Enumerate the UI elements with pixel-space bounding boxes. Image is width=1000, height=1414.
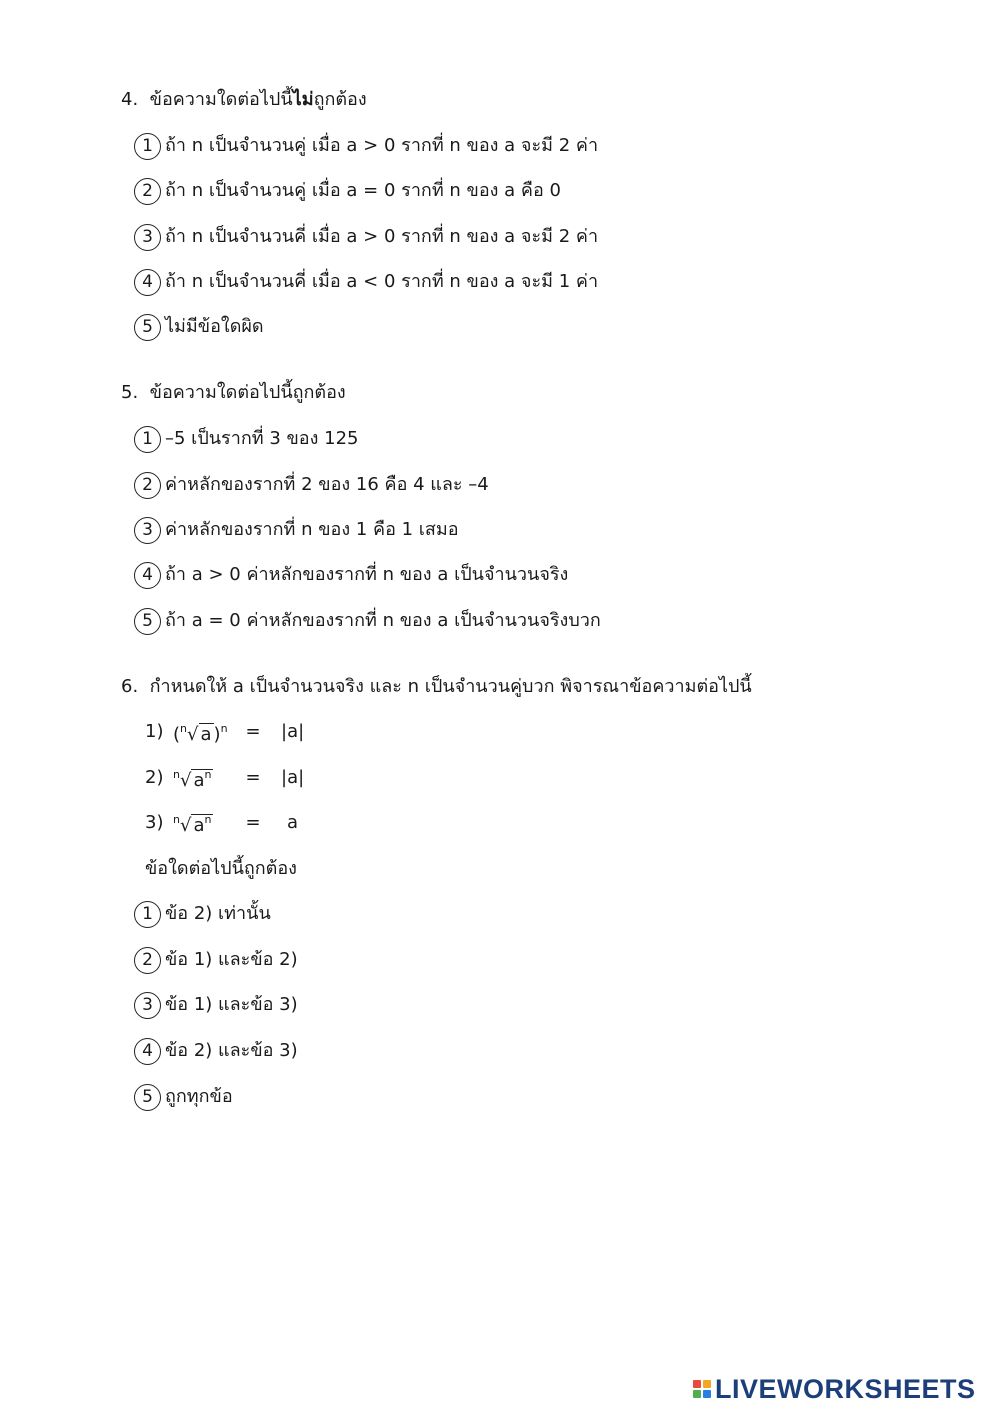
option-number-circle[interactable]: 3 xyxy=(134,224,161,251)
option-number-circle[interactable]: 1 xyxy=(134,426,161,453)
logo-text: LIVEWORKSHEETS xyxy=(715,1373,976,1404)
emphasis-not: ไม่ xyxy=(292,89,314,110)
option-text: ถ้า n เป็นจำนวนคี่ เมื่อ a > 0 รากที่ n ของ a จะมี 2 ค่า xyxy=(165,226,599,247)
option-text: ข้อ 2) และข้อ 3) xyxy=(165,1040,298,1061)
statement-label: 3) xyxy=(145,812,164,833)
option-text: –5 เป็นรากที่ 3 ของ 125 xyxy=(165,428,359,449)
option-number-circle[interactable]: 1 xyxy=(134,133,161,160)
option-number-circle[interactable]: 5 xyxy=(134,1084,161,1111)
radical-icon: √ xyxy=(179,815,192,836)
option-text: ข้อ 1) และข้อ 2) xyxy=(165,949,298,970)
q5-option-3[interactable] xyxy=(134,515,459,545)
liveworksheets-logo xyxy=(693,1374,976,1404)
q6-option-1[interactable] xyxy=(134,899,271,929)
option-number-circle[interactable]: 4 xyxy=(134,562,161,589)
option-number-circle[interactable]: 5 xyxy=(134,608,161,635)
statement-rhs: a xyxy=(287,812,299,833)
option-text: ค่าหลักของรากที่ n ของ 1 คือ 1 เสมอ xyxy=(165,519,459,540)
statement-label: 2) xyxy=(145,767,164,788)
q6-option-3[interactable] xyxy=(134,990,298,1020)
option-number-circle[interactable]: 2 xyxy=(134,178,161,205)
q6-option-5[interactable] xyxy=(134,1082,233,1112)
q4-option-5[interactable] xyxy=(134,312,264,342)
q4-option-3[interactable] xyxy=(134,222,598,252)
option-text: ถ้า a = 0 ค่าหลักของรากที่ n ของ a เป็นจำนวนจริงบวก xyxy=(165,610,601,631)
statement-rhs: |a| xyxy=(281,767,305,788)
question-6-prompt: ข้อใดต่อไปนี้ถูกต้อง xyxy=(145,858,297,879)
statement-expression: ($^n$√ a )$^n$ xyxy=(173,722,228,745)
statement-expression: $^n$√ $a^n$ xyxy=(173,768,212,791)
option-text: ข้อ 2) เท่านั้น xyxy=(165,903,271,924)
statement-1: 1) ($^n$√ a )$^n$ = |a| xyxy=(145,717,304,747)
q4-option-1[interactable] xyxy=(134,131,598,161)
statement-2: 2) $^n$√ $a^n$ = |a| xyxy=(145,763,304,793)
option-number-circle[interactable]: 5 xyxy=(134,314,161,341)
option-text: ถ้า a > 0 ค่าหลักของรากที่ n ของ a เป็นจำนวนจริง xyxy=(165,564,569,585)
option-text: ค่าหลักของรากที่ 2 ของ 16 คือ 4 และ –4 xyxy=(165,474,489,495)
option-text: ถ้า n เป็นจำนวนคี่ เมื่อ a < 0 รากที่ n ของ a จะมี 1 ค่า xyxy=(165,271,599,292)
option-text: ถูกทุกข้อ xyxy=(165,1086,233,1107)
option-text: ถ้า n เป็นจำนวนคู่ เมื่อ a > 0 รากที่ n ของ a จะมี 2 ค่า xyxy=(165,135,599,156)
question-6-title: 6. กำหนดให้ a เป็นจำนวนจริง และ n เป็นจำนวนคู่บวก พิจารณาข้อความต่อไปนี้ xyxy=(121,676,752,697)
q4-option-4[interactable] xyxy=(134,267,598,297)
q6-option-4[interactable] xyxy=(134,1036,298,1066)
option-number-circle[interactable]: 3 xyxy=(134,517,161,544)
statement-label: 1) xyxy=(145,721,164,742)
q5-option-4[interactable] xyxy=(134,560,568,590)
q5-option-5[interactable] xyxy=(134,606,601,636)
option-number-circle[interactable]: 3 xyxy=(134,992,161,1019)
statement-expression: $^n$√ $a^n$ xyxy=(173,813,212,836)
radical-icon: √ xyxy=(187,724,199,745)
liveworksheets-logo-icon xyxy=(693,1380,711,1398)
statement-3: 3) $^n$√ $a^n$ = a xyxy=(145,808,298,838)
option-number-circle[interactable]: 4 xyxy=(134,1038,161,1065)
q6-option-2[interactable] xyxy=(134,945,298,975)
q4-option-2[interactable] xyxy=(134,176,561,206)
option-text: ถ้า n เป็นจำนวนคู่ เมื่อ a = 0 รากที่ n ของ a คือ 0 xyxy=(165,180,561,201)
option-number-circle[interactable]: 1 xyxy=(134,901,161,928)
option-number-circle[interactable]: 2 xyxy=(134,947,161,974)
option-text: ข้อ 1) และข้อ 3) xyxy=(165,994,298,1015)
question-5-title: 5. ข้อความใดต่อไปนี้ถูกต้อง xyxy=(121,382,346,403)
radical-icon: √ xyxy=(179,770,192,791)
q5-option-1[interactable] xyxy=(134,424,358,454)
option-number-circle[interactable]: 4 xyxy=(134,269,161,296)
statement-rhs: |a| xyxy=(281,721,305,742)
q5-option-2[interactable] xyxy=(134,470,489,500)
option-number-circle[interactable]: 2 xyxy=(134,472,161,499)
option-text: ไม่มีข้อใดผิด xyxy=(165,316,264,337)
question-4-title: 4. ข้อความใดต่อไปนี้ไม่ถูกต้อง xyxy=(121,89,367,110)
